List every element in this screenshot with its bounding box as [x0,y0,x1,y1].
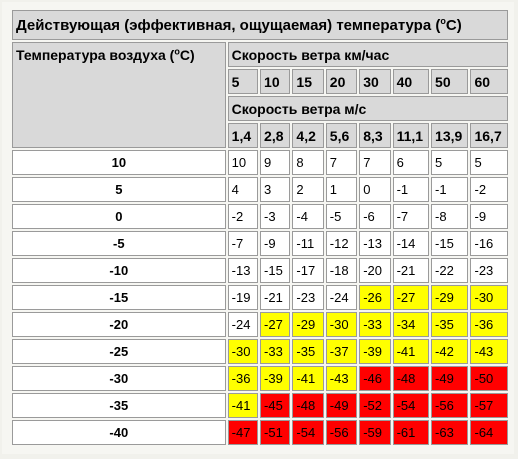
effective-temperature-cell: -54 [393,393,429,418]
effective-temperature-cell: -6 [359,204,390,229]
effective-temperature-cell: -43 [326,366,357,391]
effective-temperature-cell: -22 [431,258,468,283]
table-frame [2,2,514,454]
effective-temperature-cell: -9 [260,231,290,256]
wind-speed-kmh-cell: 50 [431,69,468,94]
effective-temperature-cell: -29 [292,312,323,337]
effective-temperature-cell: -1 [431,177,468,202]
effective-temperature-cell: 0 [359,177,390,202]
effective-temperature-cell: -5 [326,204,357,229]
effective-temperature-cell: -57 [470,393,508,418]
effective-temperature-cell: -51 [260,420,290,445]
effective-temperature-cell: -48 [393,366,429,391]
wind-speed-kmh-cell: 15 [292,69,323,94]
effective-temperature-cell: 1 [326,177,357,202]
table-row [12,339,508,364]
table-row [12,204,508,229]
effective-temperature-cell: -21 [393,258,429,283]
effective-temperature-cell: -36 [228,366,258,391]
effective-temperature-cell: -1 [393,177,429,202]
effective-temperature-cell: -47 [228,420,258,445]
effective-temperature-cell: -18 [326,258,357,283]
air-temperature-cell: -10 [12,258,226,283]
effective-temperature-cell: -49 [326,393,357,418]
effective-temperature-cell: -9 [470,204,508,229]
table-row [12,393,508,418]
effective-temperature-cell: -54 [292,420,323,445]
air-temperature-cell: -40 [12,420,226,445]
effective-temperature-cell: -56 [431,393,468,418]
effective-temperature-cell: -17 [292,258,323,283]
effective-temperature-cell: -27 [393,285,429,310]
air-temperature-cell: -5 [12,231,226,256]
effective-temperature-cell: -41 [228,393,258,418]
effective-temperature-cell: -26 [359,285,390,310]
effective-temperature-cell: -15 [260,258,290,283]
effective-temperature-cell: -24 [326,285,357,310]
effective-temperature-cell: 5 [431,150,468,175]
wind-speed-kmh-cell: 40 [393,69,429,94]
effective-temperature-cell: -13 [359,231,390,256]
wind-speed-kmh-cell: 5 [228,69,258,94]
air-temperature-cell: 10 [12,150,226,175]
title-row [12,10,508,40]
effective-temperature-cell: 9 [260,150,290,175]
effective-temperature-cell: -14 [393,231,429,256]
effective-temperature-cell: -35 [431,312,468,337]
table-row [12,285,508,310]
table-row [12,420,508,445]
air-temperature-cell: -20 [12,312,226,337]
effective-temperature-cell: -64 [470,420,508,445]
air-temperature-header: Температура воздуха ($^o$C) [12,42,226,148]
effective-temperature-cell: -15 [431,231,468,256]
effective-temperature-cell: -7 [393,204,429,229]
air-temperature-cell: 5 [12,177,226,202]
air-temperature-cell: -35 [12,393,226,418]
effective-temperature-cell: -4 [292,204,323,229]
effective-temperature-cell: -20 [359,258,390,283]
effective-temperature-cell: -63 [431,420,468,445]
wind-speed-kmh-cell: 60 [470,69,508,94]
air-temperature-cell: -25 [12,339,226,364]
wind-speed-ms-cell: 2,8 [260,123,290,148]
effective-temperature-cell: -61 [393,420,429,445]
effective-temperature-cell: -45 [260,393,290,418]
effective-temperature-cell: -30 [228,339,258,364]
effective-temperature-cell: -23 [470,258,508,283]
effective-temperature-cell: -50 [470,366,508,391]
effective-temperature-cell: -7 [228,231,258,256]
wind-speed-ms-cell: 13,9 [431,123,468,148]
table-row [12,258,508,283]
effective-temperature-cell: -48 [292,393,323,418]
effective-temperature-cell: -36 [470,312,508,337]
effective-temperature-cell: 2 [292,177,323,202]
effective-temperature-cell: -3 [260,204,290,229]
effective-temperature-cell: -42 [431,339,468,364]
effective-temperature-cell: 7 [326,150,357,175]
wind-speed-ms-cell: 5,6 [326,123,357,148]
wind-speed-ms-cell: 16,7 [470,123,508,148]
effective-temperature-cell: 10 [228,150,258,175]
effective-temperature-cell: 4 [228,177,258,202]
effective-temperature-cell: -12 [326,231,357,256]
table-row [12,312,508,337]
wind-speed-ms-cell: 11,1 [393,123,429,148]
effective-temperature-cell: -33 [260,339,290,364]
wind-ms-header: Скорость ветра м/с [228,96,508,121]
effective-temperature-cell: 8 [292,150,323,175]
air-temperature-cell: 0 [12,204,226,229]
effective-temperature-cell: -8 [431,204,468,229]
effective-temperature-cell: -35 [292,339,323,364]
effective-temperature-cell: -52 [359,393,390,418]
effective-temperature-cell: -13 [228,258,258,283]
effective-temperature-cell: 7 [359,150,390,175]
effective-temperature-cell: -46 [359,366,390,391]
effective-temperature-cell: -59 [359,420,390,445]
wind-speed-ms-cell: 4,2 [292,123,323,148]
wind-speed-kmh-cell: 10 [260,69,290,94]
effective-temperature-cell: -43 [470,339,508,364]
air-temperature-cell: -15 [12,285,226,310]
effective-temperature-cell: -24 [228,312,258,337]
effective-temperature-cell: -30 [470,285,508,310]
effective-temperature-cell: -27 [260,312,290,337]
wind-kmh-header: Скорость ветра км/час [228,42,508,67]
table-row [12,366,508,391]
effective-temperature-cell: -39 [359,339,390,364]
effective-temperature-cell: -21 [260,285,290,310]
effective-temperature-cell: -39 [260,366,290,391]
table-row [12,177,508,202]
effective-temperature-cell: -33 [359,312,390,337]
wind-chill-table [10,8,510,447]
effective-temperature-cell: -2 [470,177,508,202]
effective-temperature-cell: -56 [326,420,357,445]
effective-temperature-cell: -49 [431,366,468,391]
table-row [12,231,508,256]
wind-speed-ms-cell: 8,3 [359,123,390,148]
effective-temperature-cell: -30 [326,312,357,337]
effective-temperature-cell: 6 [393,150,429,175]
wind-speed-kmh-cell: 20 [326,69,357,94]
effective-temperature-cell: -16 [470,231,508,256]
effective-temperature-cell: 5 [470,150,508,175]
effective-temperature-cell: -23 [292,285,323,310]
effective-temperature-cell: -29 [431,285,468,310]
table-title: Действующая (эффективная, ощущаемая) температура ($^o$C) [12,10,508,40]
effective-temperature-cell: -19 [228,285,258,310]
wind-speed-ms-cell: 1,4 [228,123,258,148]
effective-temperature-cell: -37 [326,339,357,364]
air-temperature-cell: -30 [12,366,226,391]
table-row [12,150,508,175]
effective-temperature-cell: -41 [292,366,323,391]
effective-temperature-cell: 3 [260,177,290,202]
wind-kmh-label-row [12,42,508,67]
effective-temperature-cell: -2 [228,204,258,229]
wind-speed-kmh-cell: 30 [359,69,390,94]
effective-temperature-cell: -34 [393,312,429,337]
effective-temperature-cell: -11 [292,231,323,256]
effective-temperature-cell: -41 [393,339,429,364]
